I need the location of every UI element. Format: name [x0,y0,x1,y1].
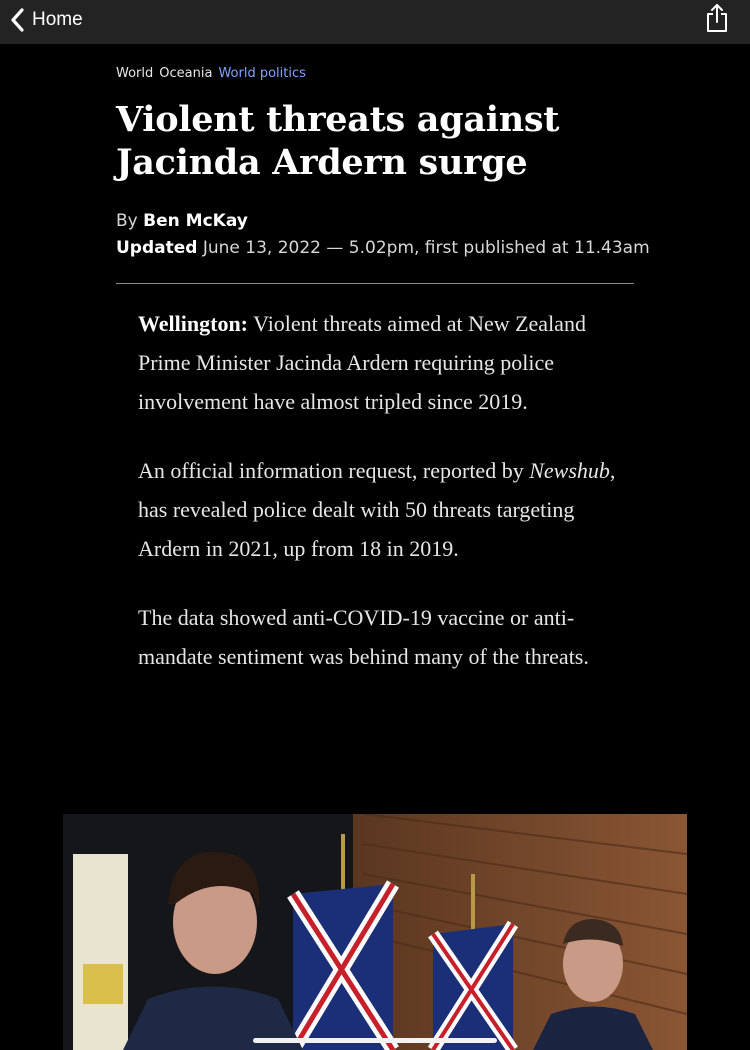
back-button[interactable] [8,4,83,36]
source-name: Newshub [529,458,610,483]
chevron-left-icon [8,7,28,33]
paragraph-3-text: The data showed anti-COVID-19 vaccine or anti-mandate sentiment was behind many of the threats. [138,605,589,669]
updated-label: Updated [116,238,198,258]
home-indicator[interactable] [253,1038,497,1043]
article-headline [116,98,636,184]
top-nav-bar [0,0,750,44]
back-label: Home [32,9,83,30]
headline-line-1: Violent threats against [116,99,560,140]
paragraph-1 [138,304,618,421]
updated-timestamp [116,238,650,258]
breadcrumb-world[interactable]: World [116,66,154,81]
press-conference-image [63,814,687,1050]
breadcrumb [116,66,306,81]
paragraph-3 [138,598,618,676]
paragraph-2-before: An official information request, reported by [138,458,524,483]
byline [116,211,248,231]
share-icon[interactable] [704,3,730,33]
article-body [138,304,618,706]
author-link[interactable]: Ben McKay [143,211,248,231]
breadcrumb-oceania[interactable]: Oceania [159,66,213,81]
paragraph-2 [138,451,618,568]
article-photo[interactable] [63,814,687,1050]
breadcrumb-world-politics[interactable]: World politics [218,66,306,81]
paragraph-2-after: , has revealed police dealt with 50 threats targeting Ardern in 2021, up from 18 in 2019. [138,458,616,561]
dateline: Wellington: [138,311,249,336]
paragraph-1-text: Violent threats aimed at New Zealand Prime Minister Jacinda Ardern requiring police involvement have almost tripled since 2019. [138,311,586,414]
byline-prefix: By [116,211,138,231]
divider [116,283,634,284]
headline-line-2: Jacinda Ardern surge [116,142,528,183]
updated-text: June 13, 2022 — 5.02pm, first published at 11.43am [202,238,650,258]
